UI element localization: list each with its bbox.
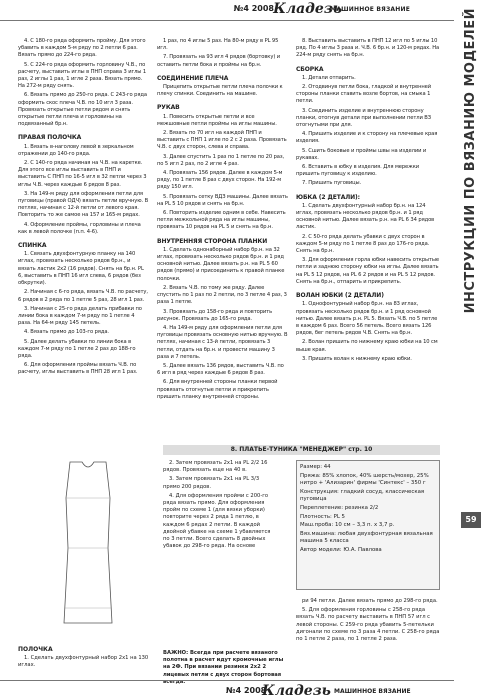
paragraph: 3. Пришить волан к нижнему краю юбки.: [302, 355, 412, 362]
paragraph: 2. Вязать по 70 игл на каждой ПНП и выставить с ПНП 1 игле по 2 с 2 раза. Провязать Ч.В. с двух сторон, слева и справа.: [157, 130, 287, 151]
paragraph: 6. Вставить в юбку в изделия. Для мережки пришить пуговицу к изделию.: [296, 164, 420, 178]
paragraph: 1 раз, по 4 иглы 5 раз. На 80-м ряду в РL 95 игл.: [157, 38, 279, 52]
paragraph: ри 94 петли. Далее вязать прямо до 298-го ряда.: [302, 598, 438, 604]
dress-instructions: [163, 460, 274, 552]
section-heading: СПИНКА: [18, 242, 47, 250]
dress-pattern-diagram: [48, 458, 128, 628]
important-note: ВАЖНО: Всегда при расчете вязаного полотна в расчет идут кромочные иглы на 2Ф. При вязании резинки 2х2 2 лицевых петли с двух сторон бортовая всегда.: [163, 650, 284, 685]
paragraph: 4. Вязать прямо до 103-го ряда.: [24, 329, 109, 336]
paragraph: 3. Начиная с 25-го ряда делать прибавки по линии бока в каждом 7-м ряду по 1 петле 4 раза. На 64-м ряду 145 петель.: [18, 305, 142, 327]
paragraph: 3. Далее спустить 1 раз по 1 петле по 20 раз, по 5 игл 2 раз, по 2 игле 4 раз.: [157, 153, 285, 167]
paragraph: 1. Связать двухфонтурную планку на 140 иглах, провязать несколько рядов бр.н., и вязать ластик 2x2 (16 рядов). Снять на бр.н. РL 6, выставить в ПНП 16 игл слева, 6 рядов (без обкрутки).: [18, 251, 144, 287]
section-heading: РУКАВ: [157, 104, 180, 112]
section-heading: ЮБКА (2 ДЕТАЛИ):: [296, 193, 360, 201]
section-heading: СБОРКА: [296, 65, 324, 73]
section-heading: ВНУТРЕННЯЯ СТОРОНА ПЛАНКИ: [157, 237, 268, 245]
paragraph: 1. Вязать в-наголову левой в зеркальном отражении до 140-го ряда.: [18, 143, 134, 157]
paragraph: 6. Вязать прямо до 250-го ряда. С 243-го ряда оформить скос плеча Ч.В. по 10 игл 3 раза. Провязать открытые петли рядом и снять открытые петли плеча и горловины на подвязанный бр.н.: [18, 92, 147, 128]
magazine-subtitle: МАШИННОЕ ВЯЗАНИЕ: [334, 688, 411, 695]
paragraph: 1. Однофонтурный набор бр.н. на 83 иглах, провязать несколько рядов бр.н. и 1 ряд основной нитью. Далее вязать р.н. PL 5. Вязать Ч.В. по 5 петле в каждом 6 раз. Всего 56 петель. Всего вязать 126 рядов, бег петель рядов Ч.В. Снять на бр.н.: [296, 301, 438, 337]
paragraph: 5. Провязать сетку ВДЗ машины. Далее вязать на PL 5 10 рядов и снять на бр.н.: [157, 193, 288, 207]
paragraph: 3. Затем провязать 2х1 на PL 3/3 прямо 200 рядов.: [163, 476, 260, 490]
side-band: [454, 0, 481, 600]
dress-schematic: [18, 458, 158, 636]
column-1: [18, 38, 149, 379]
paragraph: 5. Сшить боковые и проймы швы на изделии и рукавах.: [296, 147, 427, 161]
paragraph: 1. Детали отпарить.: [302, 74, 356, 81]
paragraph: 4. Оформление проймы, горловины и плеча как в левой полочке (п.п. 4-6).: [18, 221, 141, 235]
paragraph: 6. Для внутренней стороны планки первой провязать отогнутые петли и прикрепить пришить планку внутренней стороны.: [157, 379, 278, 400]
weave-spec: Переплетение: резинка 2/2: [300, 504, 379, 511]
paragraph: 5. Далее вязать 136 рядов, выставить Ч.В. по 6 игл в ряд через каждые 6 рядов 8 раз.: [157, 362, 284, 377]
paragraph: 7. Пришить пуговицы.: [302, 180, 362, 187]
construction-spec: Конструкция: гладкий сосуд, классическая пуговица: [300, 488, 425, 503]
paragraph: 1. Сделать двухфонтурный набор бр.н. на 124 иглах, провязать несколько рядов бр.н. и 1 ряд основной нитью. Далее вязать р.н. на PL 6 34 рядов ластик.: [296, 202, 435, 231]
column-3: [296, 38, 440, 365]
gauge-spec: Маш.проба: 10 см – 3,3 п. x 3,7 р.: [300, 522, 395, 529]
specification-box: [296, 460, 440, 590]
magazine-logo: Кладезь: [262, 683, 331, 699]
paragraph: 3. Провязать до 158-го ряда и повторить рисунок. Провязать до 165-го ряда.: [157, 308, 273, 322]
page-header: [0, 0, 454, 21]
magazine-logo: Кладезь: [273, 1, 342, 17]
paragraph: 3. На 149-м ряду для оформления петли для пуговицы (правой ОДЧ) вязать петли вручную. В петлях, начиная с 12-й петли от левого края. Повторить то же самое на 157 и 165-м рядах.: [18, 190, 149, 219]
paragraph: 2. Затем провязать 2х1 на PL 2/2 16 рядов. Провязать еще на 40 в.: [163, 460, 268, 474]
issue-number: №4 2008: [233, 4, 274, 13]
paragraph: 1. Повесить открытые петли и все межшовные петли проймы на иглы машины.: [157, 113, 277, 127]
issue-number: №4 2008: [226, 686, 267, 695]
paragraph: 2. Отодвинув петли бока, гладкой и внутренней стороны планки ставить возле бортов, на смыка 1 петли.: [296, 84, 432, 105]
shelf-instructions: [18, 642, 149, 672]
paragraph: 2. С 140-го ряда начиная на Ч.В. на каретке. Для этого все иглы выставить в ПНП и выставить С ПНП по 16-5 игл в 32 петли через 3 иглы Ч.В. через каждые 6 рядов 8 раз.: [18, 160, 147, 188]
paragraph: 4. На 149-м ряду для оформления петли для пуговицы провязать основную нитью вручную. В петлях, начиная с 13-й петли, провязать 3 петли, отдать на бр.н. и провести машину 3 раза и 7 петель.: [157, 324, 288, 360]
paragraph: 5. Далее делать убавки по линии бока в каждом 7-м ряду по 1 петле 2 раз до 188-го ряда.: [18, 338, 136, 359]
section-heading: СОЕДИНЕНИЕ ПЛЕЧА: [157, 74, 229, 82]
paragraph: 2. Волан пришить по нижнему краю юбки на 10 см выше края.: [296, 339, 438, 353]
paragraph: 5. С 224-го ряда оформить горловину Ч.В., по расчету, выставить иглы в ПНП справа 3 иглы 1 раз, 2 иглы 1 раз, 1 игле 2 раза. Вязать прямо. На 272-м ряду снять.: [18, 61, 147, 90]
section-heading: ПРАВАЯ ПОЛОЧКА: [18, 134, 82, 142]
magazine-subtitle: МАШИННОЕ ВЯЗАНИЕ: [330, 6, 410, 13]
paragraph: 6. Повторить изделие одним в себе. Навесить петли межкольной ряда на иглы машины, провязать 10 рядов на PL 5 и снять на бр.н.: [157, 210, 286, 231]
paragraph: 4. Провязать 156 рядов. Далее в каждом 5-м ряду, по 1 петле 8 раз с двух сторон. На 192-м ряду 150 игл.: [157, 170, 283, 191]
paragraph: 4. Для оформления пройми с 200-го ряда вязать прямо. Для оформления пройм по схеме 1 (для вязки уборки) повторите через 2 ряда 1 петлю, в каждом 6 рядах 2 петли. В каждой двойной убавке на схеме 1 убавляется по 3 петли. Всего сделать 8 двойных убавок до 298-го ряда. На основе: [163, 492, 271, 550]
machine-spec: Вяз.машина: любая двухфонтурная вязальная машина 5 класса: [300, 530, 433, 545]
column-2: [157, 38, 288, 403]
size-spec: Размер: 44: [300, 464, 331, 470]
section-heading: ПОЛОЧКА: [18, 646, 53, 653]
paragraph: 5. Для оформления горловины с 258-го ряда вязать Ч.В. по расчету выставить в ПНП 57 игл с левой стороны. С 259-го ряда убавить 5-петельки дигонали по схеме по 3 раза 4 петли. С 258-го ряда по 1 петле 2 раза, по 1 петле 2 раза.: [296, 607, 440, 643]
paragraph: 7. Провязать на 93 игл 4 рядов (бортовку) и оставить петли бока и проймы на бр.н.: [157, 54, 281, 68]
density-spec: Плотность: PL 5: [300, 513, 345, 520]
section-title-vertical: ИНСТРУКЦИИ ПО ВЯЗАНИЮ МОДЕЛЕЙ: [463, 8, 478, 314]
paragraph: 3. Для оформления горла юбки навесить открытые петли и заднюю сторону юбки на иглы. Далее вязать на PL 5 12 рядов, на PL 6 2 рядов и на PL 5 12 рядов. Снять на бр.н., отпарить и прикрепить.: [296, 257, 440, 285]
dress-section-title: 8. ПЛАТЬЕ-ТУНИКА "МЕНЕДЖЕР" стр. 10: [163, 445, 440, 455]
yarn-spec: Пряжа: 85% хлопок, 40% шерсть/мохер, 25% нитро + 'Ализарин' фирмы 'Синтекс' – 350 г: [300, 472, 429, 487]
paragraph: 4. С 180-го ряда оформить пройму. Для этого убавить в каждом 5-м ряду по 2 петли 6 раз. Вязать прямо до 224-го ряда.: [18, 38, 146, 59]
section-heading: ВОЛАН ЮБКИ (2 ДЕТАЛИ): [296, 292, 384, 300]
paragraph: 2. Вязать Ч.В. по тому же ряду. Далее спустить по 1 раз по 2 петли, по 3 петле 4 раз, 3 раза 1 петле.: [157, 284, 287, 306]
dress-instructions-continued: [296, 598, 440, 645]
paragraph: 1. Сделать двухфонтурный набор 2х1 на 130 иглах.: [18, 655, 149, 669]
author-spec: Автор модели: Ю.А. Павлова: [300, 546, 382, 553]
paragraph: 4. Пришить изделие и к сторону на плечевые края изделия.: [296, 131, 438, 145]
page-footer: [0, 680, 454, 699]
paragraph: 1. Сделать однонаборный набор бр.н. на 32 иглах, провязать несколько рядов бр.н. и 1 ряд основной нитью. Далее вязать р.н. на PL 5 60 рядов (прямо) и присоединить к правой планке полочки.: [157, 246, 285, 282]
paragraph: 3. Соединить изделие и внутреннюю сторону планки, отогнув детали при выполнении петли ВЗ отогнутыми при для.: [296, 107, 431, 129]
paragraph: 2. С 50-го ряда делать убавки с двух сторон в каждом 5-м ряду по 1 петле 8 раз до 176-го ряда. Снять на бр.н.: [296, 233, 430, 255]
paragraph: 6. Для оформления проймы вязать Ч.В. по расчету, иглы выставить в ПНП 28 игл 1 раз.: [18, 362, 138, 376]
page-number: 59: [461, 512, 481, 528]
paragraph: 2. Начиная с 6-го ряда, вязать Ч.В. по расчету, 6 рядов в 2 ряда по 1 петле 5 раз, 28 игл 1 раз.: [18, 289, 148, 303]
paragraph: 8. Выставить выставить в ПНП 12 игл по 5 иглы 10 ряд. По 4 иглы 3 раза и. Ч.В. 6 бр.н. и 120-м рядах. На 224-м ряду снять на бр.н.: [296, 38, 440, 59]
paragraph: Прицепить открытые петли плеча полочки к плечу спинки. Соединить на машине.: [157, 84, 283, 98]
